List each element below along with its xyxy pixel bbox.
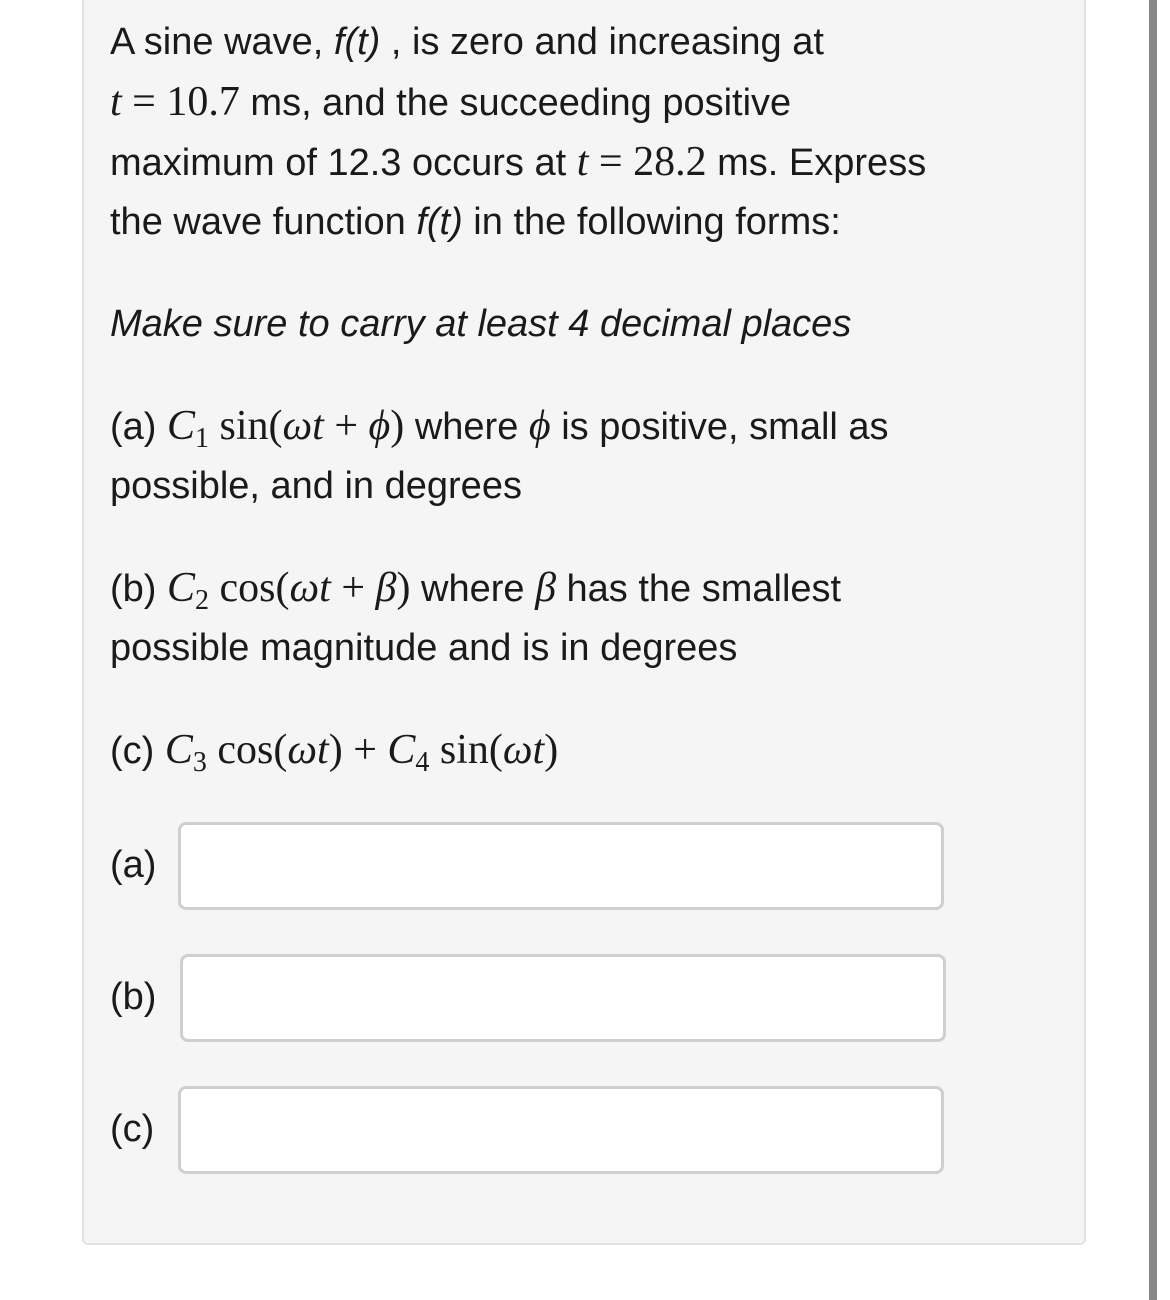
part-c-description: (c) $C_3$ $\cos(\omega t) + C_4$ sin(ωt) — [110, 727, 559, 778]
answer-label-b: (b) — [110, 976, 157, 1018]
answer-input-b[interactable] — [180, 954, 946, 1042]
statement-line-2: t = 10.7 ms, and the succeeding positive — [110, 79, 792, 125]
statement-line-3: maximum of 12.3 occurs at t = 28.2 ms. Express — [110, 139, 927, 185]
answer-input-c[interactable] — [178, 1086, 944, 1174]
answer-input-a[interactable] — [178, 822, 944, 910]
precision-note: Make sure to carry at least 4 decimal places — [110, 303, 852, 345]
answer-label-a: (a) — [110, 844, 157, 886]
problem-statement — [110, 12, 1070, 252]
statement-line-4: the wave function f(t) in the following forms: — [110, 201, 841, 243]
scrollbar[interactable] — [1149, 0, 1157, 1300]
answer-label-c: (c) — [110, 1108, 155, 1150]
statement-line-1: A sine wave, f(t) , is zero and increasing at — [110, 21, 824, 63]
part-b-description: (b) $C_2$ cos(ωt + β) where β has the smallest possible magnitude and is in degrees — [110, 565, 842, 669]
part-a-description: (a) $C_1$ sin(ωt + ϕ) where ϕ is positive, small as possible, and in degrees — [110, 403, 889, 507]
